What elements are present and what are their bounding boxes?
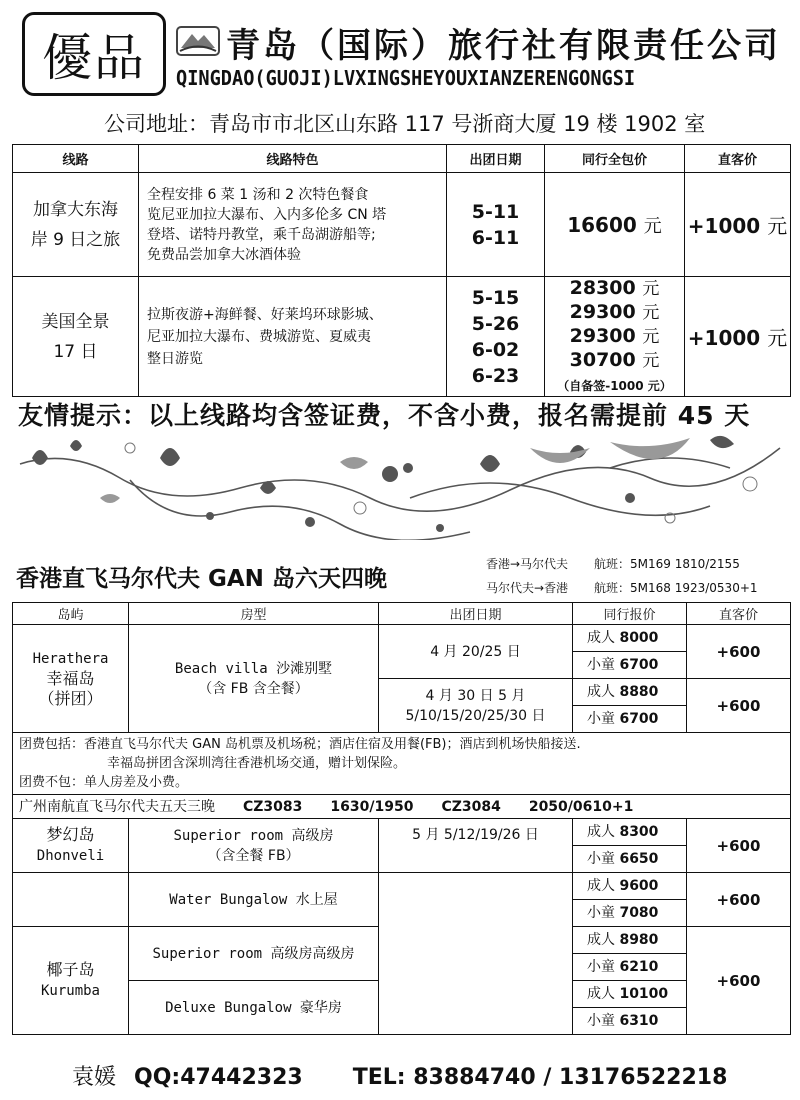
col-header-trade-price: 同行报价 [573, 603, 687, 625]
price-child: 小童 6310 [573, 1008, 687, 1035]
floral-divider-illustration [10, 428, 790, 540]
maldives-package-title: 香港直飞马尔代夫 GAN 岛六天四晚 [16, 566, 387, 592]
departure-dates: 5-15 5-26 6-02 6-23 [447, 277, 545, 397]
table-row [13, 795, 791, 819]
col-header-trade-price: 同行全包价 [545, 145, 685, 173]
flight-leg: 马尔代夫→香港 航班：5M168 1923/0530+1 [486, 581, 758, 595]
visa-note: （自备签-1000 元） [557, 379, 672, 393]
maldives-table-header [13, 603, 791, 625]
room-type: Deluxe Bungalow 豪华房 [129, 981, 379, 1035]
col-header-dates: 出团日期 [379, 603, 573, 625]
table-row [13, 625, 791, 652]
direct-price: +1000 元 [685, 277, 791, 397]
island-name-empty [13, 873, 129, 927]
departure-dates-empty [379, 873, 573, 1035]
direct-price: +1000 元 [685, 173, 791, 277]
direct-price: +600 [687, 625, 791, 679]
island-name: Herathera 幸福岛 （拼团） [13, 625, 129, 733]
table-row [13, 819, 791, 846]
guangzhou-flight-info: 广州南航直飞马尔代夫五天三晚 CZ3083 1630/1950 CZ3084 2050/0610+1 [13, 795, 791, 819]
col-header-room-type: 房型 [129, 603, 379, 625]
flight-schedule [486, 552, 758, 600]
route-name: 美国全景 17 日 [13, 277, 139, 397]
trade-price: 16600 元 [545, 173, 685, 277]
departure-dates: 5 月 5/12/19/26 日 [379, 819, 573, 873]
company-title: 青岛（国际）旅行社有限责任公司 [226, 26, 781, 66]
col-header-direct-price: 直客价 [687, 603, 791, 625]
price-adult: 成人 9600 [573, 873, 687, 900]
contact-tel: TEL: 83884740 / 13176522218 [352, 1065, 728, 1090]
price-child: 小童 6650 [573, 846, 687, 873]
direct-price: +600 [687, 679, 791, 733]
col-header-features: 线路特色 [139, 145, 447, 173]
route-features: 全程安排 6 菜 1 汤和 2 次特色餐食 览尼亚加拉大瀑布、入内多伦多 CN 塔 登塔、诺特丹教堂，乘千岛湖游船等; 免费品尝加拿大冰酒体验 [139, 173, 447, 277]
friendly-tip: 友情提示：以上线路均含签证费，不含小费，报名需提前 45 天 [18, 401, 751, 430]
island-name: 梦幻岛 Dhonveli [13, 819, 129, 873]
maldives-table [12, 602, 791, 1035]
package-includes: 团费包括：香港直飞马尔代夫 GAN 岛机票及机场税；酒店住宿及用餐(FB)；酒店到机场快船接送. 幸福岛拼团含深圳湾往香港机场交通，赠计划保险。 团费不包：单人房差及小费。 [13, 733, 791, 795]
company-pinyin: QINGDAO(GUOJI)LVXINGSHEYOUXIANZERENGONGSI [176, 66, 636, 90]
direct-price: +600 [687, 819, 791, 873]
price-child: 小童 6210 [573, 954, 687, 981]
table-row [13, 277, 791, 397]
price-child: 小童 6700 [573, 706, 687, 733]
routes-table [12, 144, 791, 397]
col-header-direct-price: 直客价 [685, 145, 791, 173]
departure-dates: 5-11 6-11 [447, 173, 545, 277]
room-type: Water Bungalow 水上屋 [129, 873, 379, 927]
flight-leg: 香港→马尔代夫 航班：5M169 1810/2155 [486, 557, 740, 571]
price-adult: 成人 8880 [573, 679, 687, 706]
price-child: 小童 6700 [573, 652, 687, 679]
departure-dates: 4 月 20/25 日 [379, 625, 573, 679]
travel-agency-emblem-icon [176, 26, 220, 56]
col-header-dates: 出团日期 [447, 145, 545, 173]
trade-price: 28300 元 29300 元 29300 元 30700 元 （自备签-1000 元） [545, 277, 685, 397]
routes-table-header [13, 145, 791, 173]
contact-qq: QQ:47442323 [134, 1065, 303, 1090]
contact-footer [72, 1060, 727, 1091]
room-type: Superior room 高级房高级房 [129, 927, 379, 981]
room-type: Beach villa 沙滩别墅 （含 FB 含全餐） [129, 625, 379, 733]
price-adult: 成人 8000 [573, 625, 687, 652]
col-header-route: 线路 [13, 145, 139, 173]
departure-dates: 4 月 30 日 5 月 5/10/15/20/25/30 日 [379, 679, 573, 733]
route-features: 拉斯夜游+海鲜餐、好莱坞环球影城、 尼亚加拉大瀑布、费城游览、夏威夷 整日游览 [139, 277, 447, 397]
island-name: 椰子岛 Kurumba [13, 927, 129, 1035]
price-adult: 成人 8300 [573, 819, 687, 846]
table-row [13, 173, 791, 277]
table-row [13, 873, 791, 900]
table-row [13, 733, 791, 795]
direct-price: +600 [687, 927, 791, 1035]
room-type: Superior room 高级房 （含全餐 FB） [129, 819, 379, 873]
price-adult: 成人 8980 [573, 927, 687, 954]
contact-name: 袁媛 [72, 1065, 117, 1090]
direct-price: +600 [687, 873, 791, 927]
company-logo: 優品 [22, 12, 166, 96]
route-name: 加拿大东海 岸 9 日之旅 [13, 173, 139, 277]
price-child: 小童 7080 [573, 900, 687, 927]
company-address: 公司地址：青岛市市北区山东路 117 号浙商大厦 19 楼 1902 室 [104, 112, 706, 136]
price-adult: 成人 10100 [573, 981, 687, 1008]
col-header-island: 岛屿 [13, 603, 129, 625]
